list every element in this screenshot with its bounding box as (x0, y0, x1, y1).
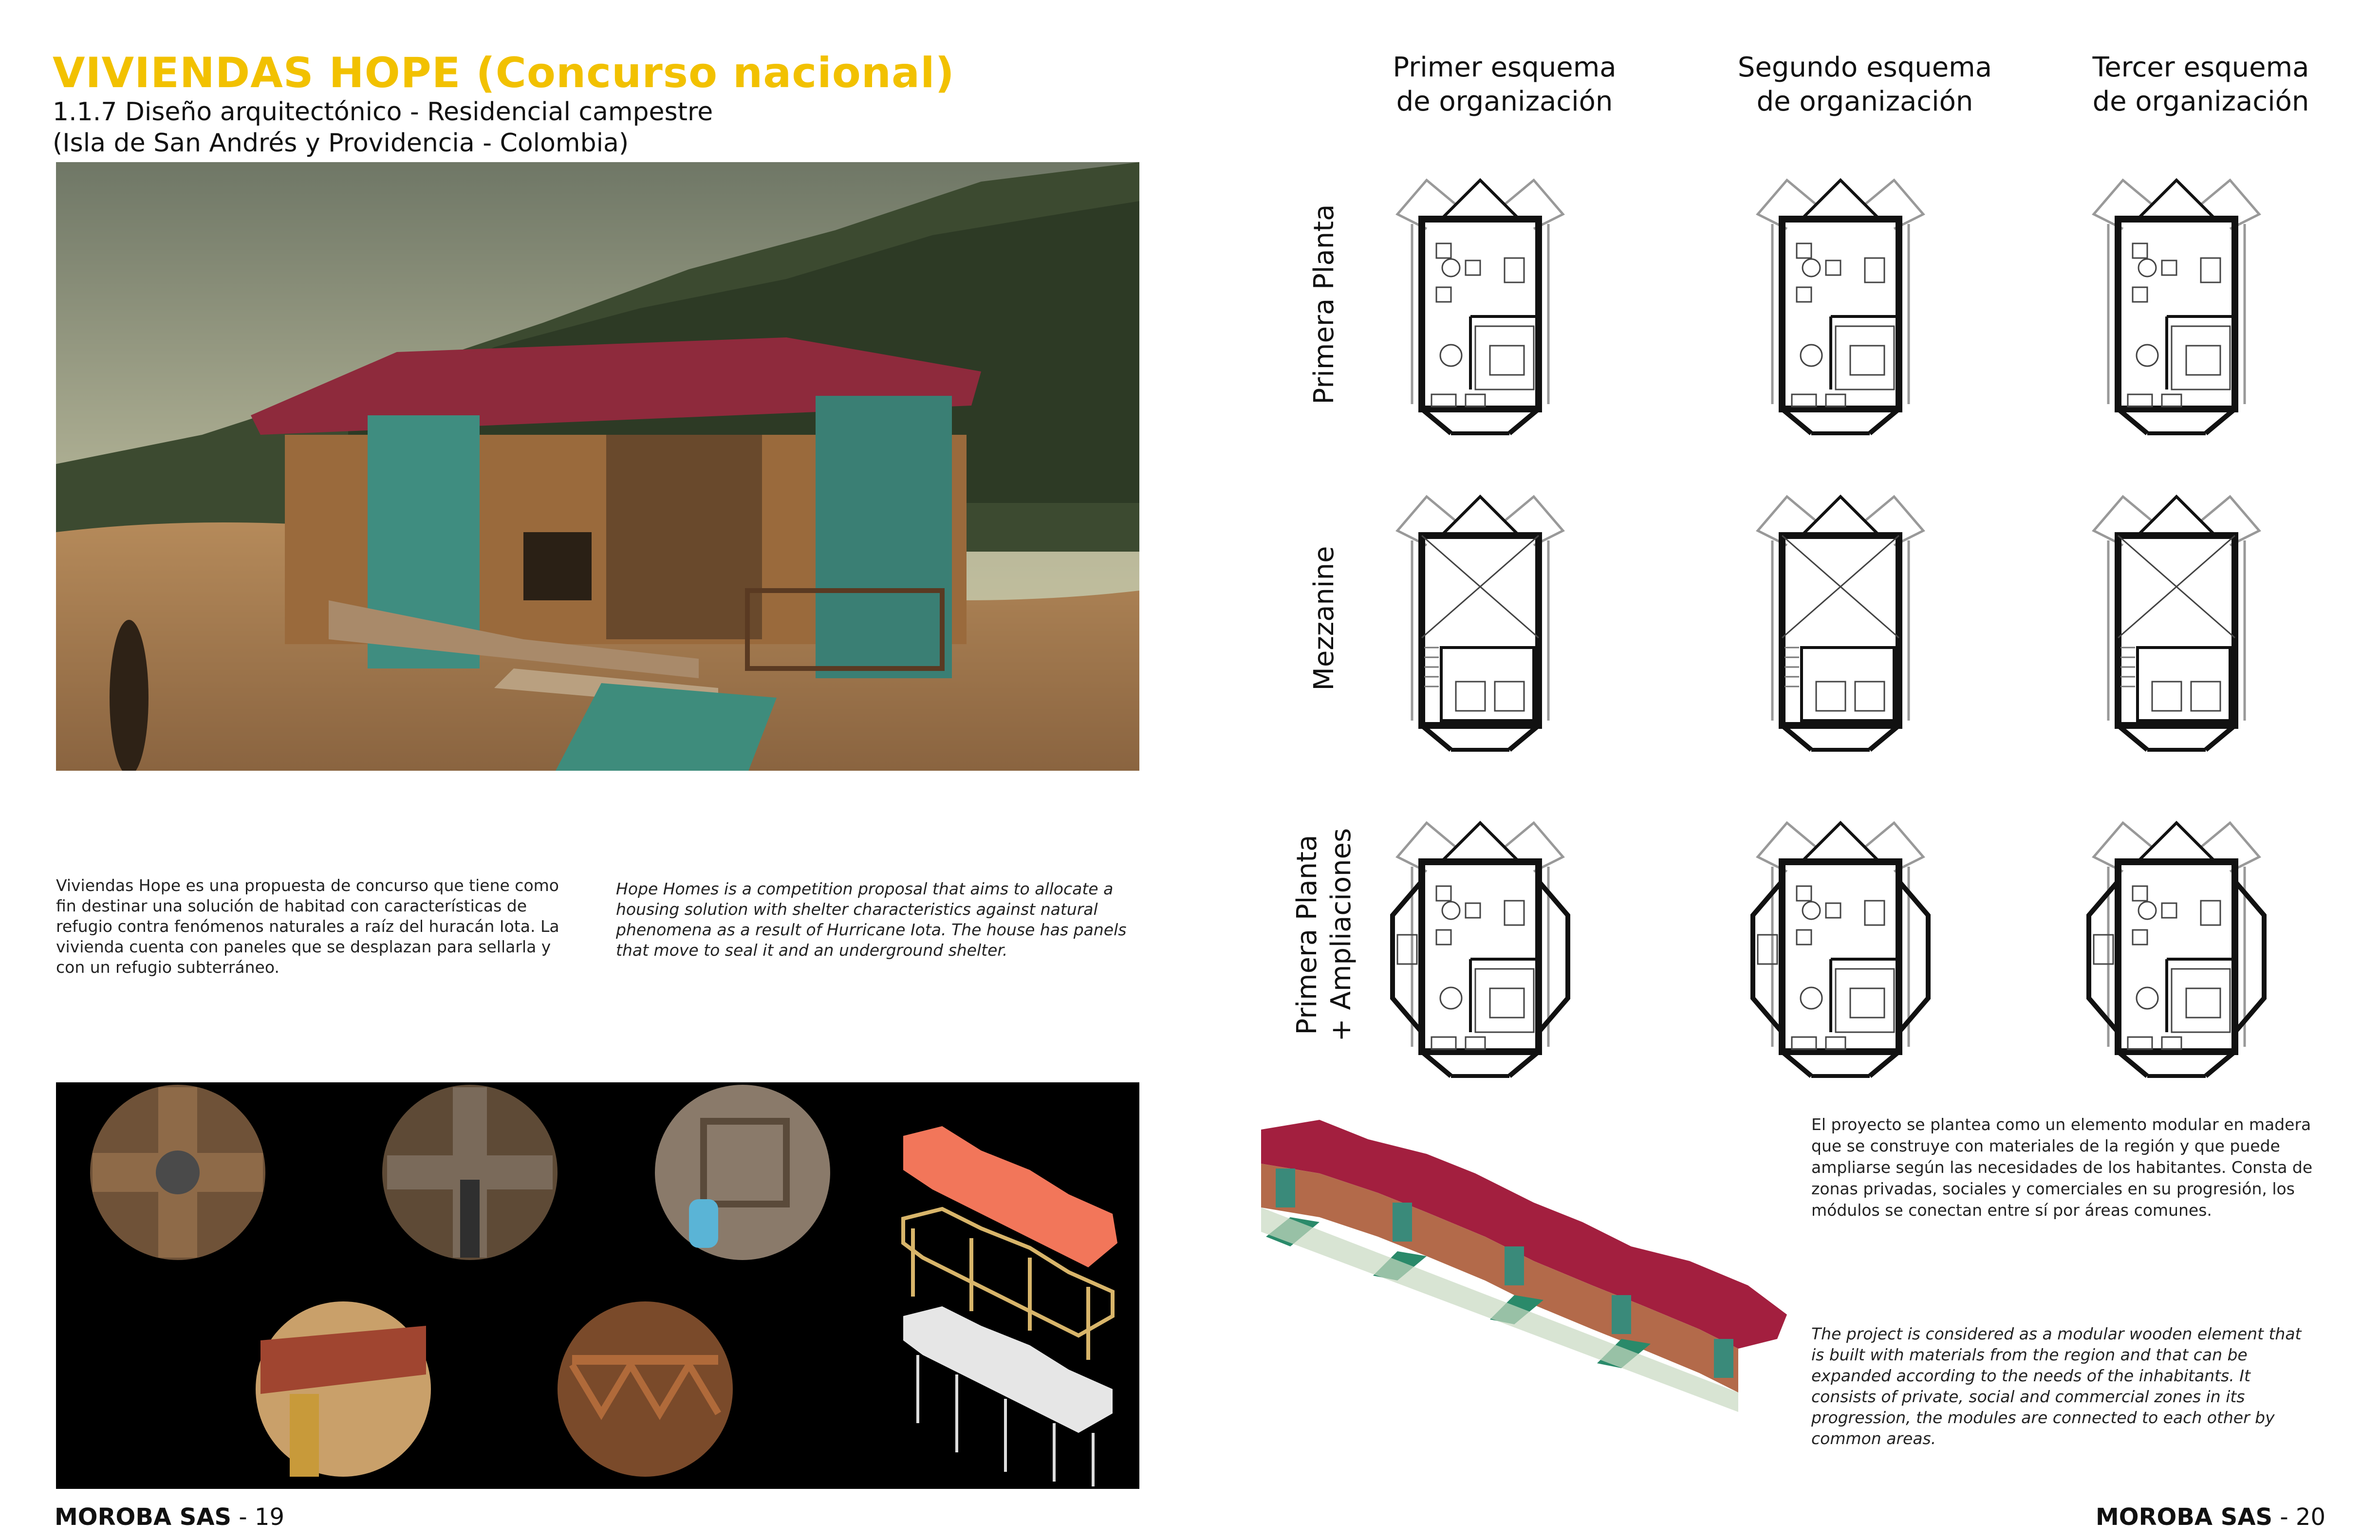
column-header-1 (1358, 51, 1651, 119)
construction-details-panel (56, 1082, 1139, 1489)
column-header-2 (1719, 51, 2011, 119)
footer-brand-right: MOROBA SAS (2096, 1503, 2273, 1531)
subtitle-line-2: (Isla de San Andrés y Providencia - Colombia) (53, 129, 629, 158)
column-header-1-line2: de organización (1396, 86, 1613, 117)
project-description-english: The project is considered as a modular wooden element that is built with materials from the region and that can be expanded according to the needs of the inhabitants. It consists of private, social and commercial zones in its progression, the modules are connected to each other by common areas. (1811, 1324, 2302, 1448)
floor-plan-r3-c3 (2089, 823, 2264, 1076)
detail-circle-joint-2 (382, 1085, 558, 1260)
row-label-3 (1290, 740, 1358, 1130)
floor-plan-r3-c1 (1393, 823, 1568, 1076)
footer-page-number-right: - 20 (2272, 1503, 2325, 1531)
row-label-2-text: Mezzanine (1308, 546, 1340, 691)
description-english: Hope Homes is a competition proposal that aims to allocate a housing solution with shelter characteristics against natural phenomena as a result of Hurricane Iota. The house has panels that move to seal it and an underground shelter. (616, 879, 1127, 960)
floor-plan-r2-c1 (1397, 497, 1563, 750)
floor-plan-r3-c2 (1753, 823, 1928, 1076)
footer-left (55, 1503, 284, 1531)
floor-plan-r2-c2 (1758, 497, 1923, 750)
floor-plan-r1-c3 (2094, 180, 2259, 433)
detail-circle-roof (256, 1301, 431, 1477)
column-header-3-line2: de organización (2092, 86, 2309, 117)
detail-circle-shelter (655, 1085, 830, 1260)
exploded-roof-layer (903, 1126, 1117, 1267)
footer-right (2096, 1503, 2325, 1531)
floor-plan-grid (1354, 161, 2327, 1086)
footer-brand-left: MOROBA SAS (55, 1503, 232, 1531)
floor-plan-r1-c2 (1758, 180, 1923, 433)
hero-render-image (56, 162, 1139, 771)
column-header-3 (2055, 51, 2347, 119)
column-header-2-line2: de organización (1756, 86, 1973, 117)
floor-plan-r2-c3 (2094, 497, 2259, 750)
detail-circle-railing (558, 1301, 733, 1477)
description-spanish: Viviendas Hope es una propuesta de concurso que tiene como fin destinar una solución de habitad con características de refugio contra fenómenos naturales a raíz del huracán Iota. La vivienda cuenta con paneles que se desplazan para sellarla y con un refugio subterráneo. (56, 876, 559, 977)
page-subtitle (53, 96, 713, 159)
row-label-1-text: Primera Planta (1308, 204, 1340, 405)
row-label-3-line1: Primera Planta (1291, 835, 1323, 1035)
row-label-3-line2: + Ampliaciones (1325, 828, 1357, 1042)
modular-axonometric-drawing (1261, 1120, 1797, 1436)
floor-plan-r1-c1 (1397, 180, 1563, 433)
column-header-1-line1: Primer esquema (1393, 52, 1617, 83)
column-header-3-line1: Tercer esquema (2092, 52, 2309, 83)
project-description-spanish: El proyecto se plantea como un elemento modular en madera que se construye con materiales de la región y que puede ampliarse según las necesidades de los habitantes. Consta de zonas privadas, sociales y comerciales en su progresión, los módulos se conectan entre sí por áreas comunes. (1811, 1115, 2313, 1220)
footer-page-number-left: - 19 (231, 1503, 284, 1531)
detail-circle-joint-1 (90, 1085, 265, 1260)
column-header-2-line1: Segundo esquema (1737, 52, 1992, 83)
page-title: VIVIENDAS HOPE (Concurso nacional) (53, 49, 955, 97)
subtitle-line-1: 1.1.7 Diseño arquitectónico - Residencial campestre (53, 97, 713, 127)
